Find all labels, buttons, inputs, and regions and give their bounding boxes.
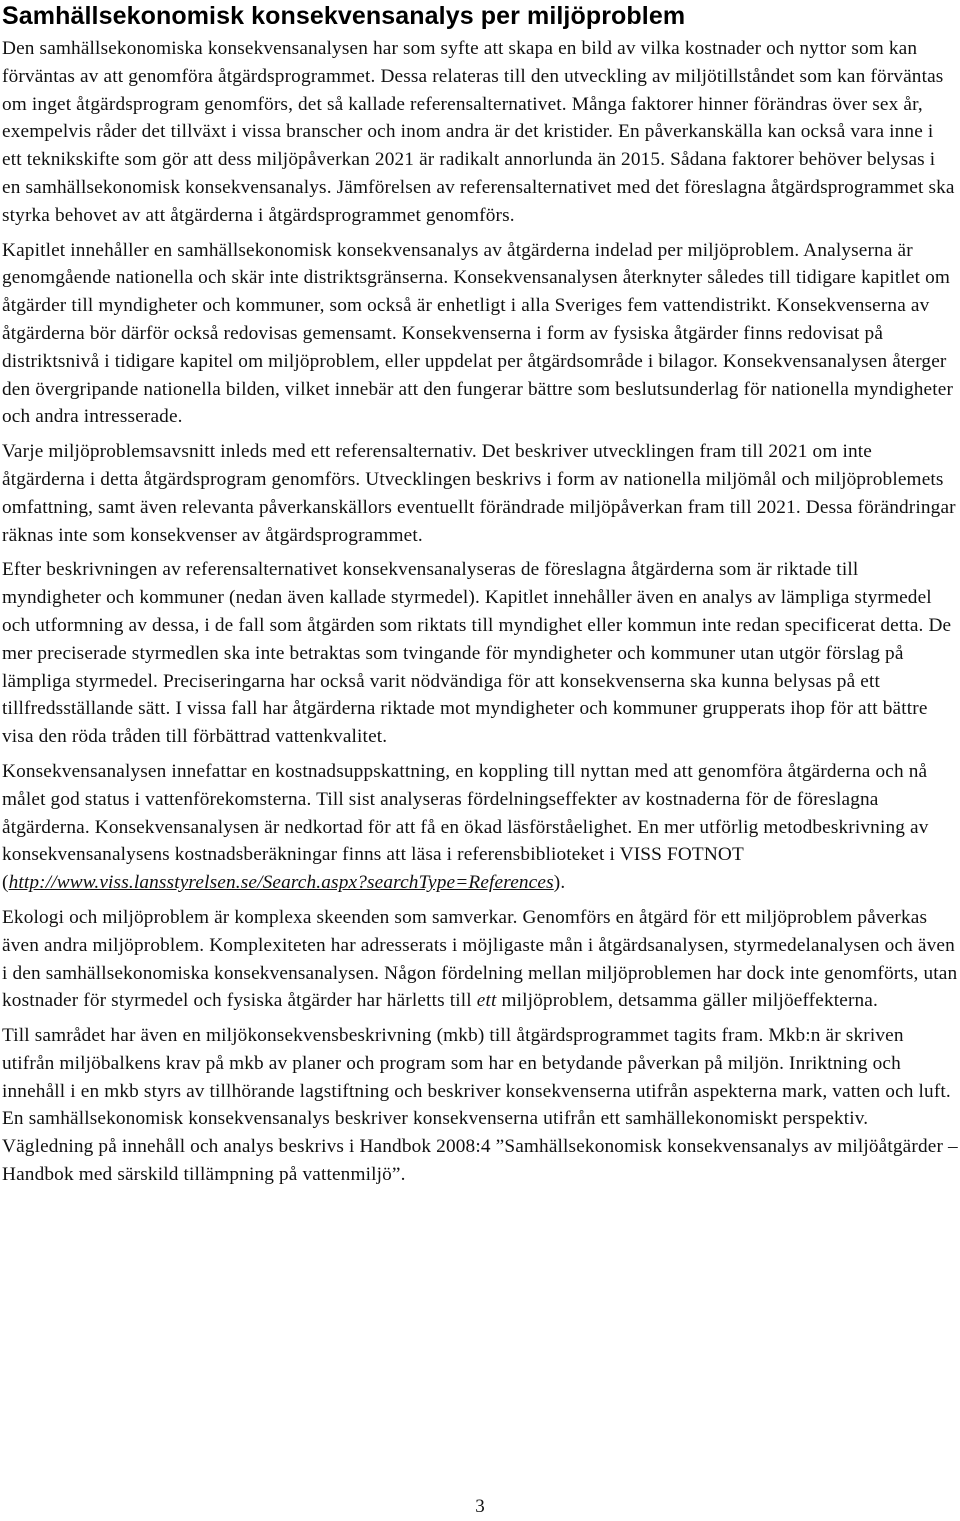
viss-reference-link[interactable]: http://www.viss.lansstyrelsen.se/Search.aspx?searchType=References (8, 872, 554, 894)
section-heading: Samhällsekonomisk konsekvensanalys per miljöproblem (2, 2, 686, 30)
emphasis-ett: ett (476, 990, 497, 1012)
paragraph-chapter-scope: Kapitlet innehåller en samhällsekonomisk konsekvensanalys av åtgärderna indelad per miljöproblem. Analyserna är genomgående nationella och skär inte distriktsgränserna. Konsekvensanalysen återknyter således till tidigare kapitlet om åtgärder till myndigheter och kommuner, som också är enhetligt i alla Sveriges fem vattendistrikt. Konsekvenserna av åtgärderna bör därför också redovisas gemensamt. Konsekvenserna i form av fysiska åtgärder finns redovisat på distriktsnivå i tidigare kapitel om miljöproblem, eller uppdelat per åtgärdsområde i bilagor. Konsekvensanalysen återger den övergripande nationella bilden, vilket innebär att den fungerar bättre som beslutsunderlag för nationella myndigheter och andra intresserade. (2, 239, 954, 428)
paragraph-complexity-before: Ekologi och miljöproblem är komplexa skeenden som samverkar. Genomförs en åtgärd för ett miljöproblem påverkas även andra miljöproblem. Komplexiteten har adresserats i möjligaste mån i åtgärdsanalysen, styrmedelanalysen och även i den samhällsekonomiska konsekvensanalysen. Någon fördelning mellan miljöproblemen har dock inte genomförts, utan kostnader för styrmedel och fysiska åtgärder har härletts till (2, 906, 958, 1012)
paragraph-mkb: Till samrådet har även en miljökonsekvensbeskrivning (mkb) till åtgärdsprogrammet tagits fram. Mkb:n är skriven utifrån miljöbalkens krav på mkb av planer och program som har en betydande påverkan på miljön. Inriktning och innehåll i en mkb styrs av tillhörande lagstiftning och beskriver konsekvenserna utifrån aspekterna mark, vatten och luft. En samhällsekonomisk konsekvensanalys beskriver konsekvenserna utifrån ett samhällekonomiskt perspektiv. Vägledning på innehåll och analys beskrivs i Handbok 2008:4 ”Samhällsekonomisk konsekvensanalys av miljöåtgärder – Handbok med särskild tillämpning på vattenmiljö”. (2, 1025, 958, 1186)
paragraph-complexity (2, 904, 958, 1015)
document-body (2, 35, 958, 1189)
link-close-paren: ). (553, 872, 566, 894)
paragraph-purpose: Den samhällsekonomiska konsekvensanalysen har som syfte att skapa en bild av vilka kostnader och nyttor som kan förväntas av att genomföra åtgärdsprogrammet. Dessa relateras till den utveckling av miljötillståndet som kan förväntas om inget åtgärdsprogram genomförs, det så kallade referensalternativet. Många faktorer hinner förändras över sex år, exempelvis råder det tillväxt i vissa branscher och inom andra är det kristider. En påverkanskälla kan också vara inne i ett teknikskifte som gör att dess miljöpåverkan 2021 är radikalt annorlunda än 2015. Sådana faktorer behöver belysas i en samhällsekonomisk konsekvensanalys. Jämförelsen av referensalternativet med det föreslagna åtgärdsprogrammet ska styrka behovet av att åtgärderna i åtgärdsprogrammet genomförs. (2, 38, 955, 226)
paragraph-policy-instruments: Efter beskrivningen av referensalternativet konsekvensanalyseras de föreslagna åtgärderna som är riktade till myndigheter och kommuner (nedan även kallade styrmedel). Kapitlet innehåller även en analys av lämpliga styrmedel och utformning av dessa, i de fall som åtgärden som riktats till myndighet eller kommun inte redan specificerat detta. De mer preciserade styrmedlen ska inte betraktas som tvingande för myndigheter och kommuner utan utgör förslag på lämpliga styrmedel. Preciseringarna har också varit nödvändiga för att konsekvenserna ska kunna belysas på ett tillfredsställande sätt. I vissa fall har åtgärderna riktade mot myndigheter och kommuner grupperats ihop för att bättre visa den röda tråden till förbättrad vattenkvalitet. (2, 559, 952, 748)
paragraph-cost-estimation (2, 758, 958, 897)
page-number: 3 (475, 1496, 485, 1517)
paragraph-reference-alternative: Varje miljöproblemsavsnitt inleds med ett referensalternativ. Det beskriver utvecklingen fram till 2021 om inte åtgärderna i detta åtgärdsprogram genomförs. Utvecklingen beskrivs i form av nationella miljömål och miljöproblemets omfattning, samt även relevanta påverkanskällors eventuellt förändrade miljöpåverkan fram till 2021. Dessa förändringar räknas inte som konsekvenser av åtgärdsprogrammet. (2, 441, 956, 546)
link-open-paren: ( (2, 872, 9, 894)
paragraph-complexity-after: miljöproblem, detsamma gäller miljöeffekterna. (501, 990, 878, 1012)
paragraph-cost-estimation-text: Konsekvensanalysen innefattar en kostnadsuppskattning, en koppling till nyttan med att genomföra åtgärderna och nå målet god status i vattenförekomsterna. Till sist analyseras fördelningseffekter av kostnaderna för de föreslagna åtgärderna. Konsekvensanalysen är nedkortad för att få en ökad läsförståelighet. En mer utförlig metodbeskrivning av konsekvensanalysens kostnadsberäkningar finns att läsa i referensbiblioteket i VISS FOTNOT (2, 760, 929, 866)
